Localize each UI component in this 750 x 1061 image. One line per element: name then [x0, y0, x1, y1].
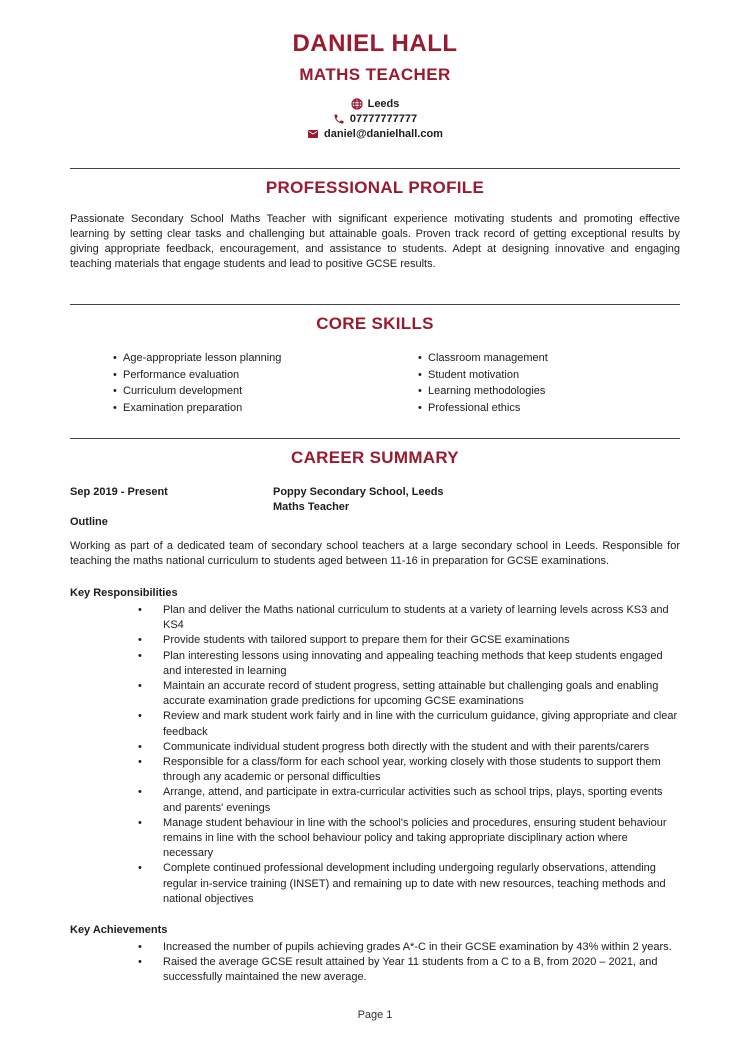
candidate-job-title: MATHS TEACHER: [299, 65, 451, 84]
list-item: • Maintain an accurate record of student progress, setting attainable but challenging goals and enabling accurate examination grade predictions for upcoming GCSE examinations: [70, 679, 680, 709]
job-org-block: [273, 485, 444, 515]
list-item: • Learning methodologies: [375, 383, 680, 400]
core-skills-column-right: [375, 350, 680, 416]
section-divider: [70, 304, 680, 305]
contact-phone: [333, 113, 417, 125]
list-item: • Professional ethics: [375, 400, 680, 417]
section-divider: [70, 438, 680, 439]
job-dates: Sep 2019 - Present: [70, 486, 168, 498]
cv-header: [70, 30, 680, 140]
core-skills-list-left: [70, 350, 375, 416]
section-divider: [70, 168, 680, 169]
contact-location-text: Leeds: [367, 98, 400, 110]
key-responsibilities-list: [70, 603, 680, 907]
list-item: • Communicate individual student progress both directly with the student and with their parents/carers: [70, 740, 680, 755]
contact-email: [307, 128, 443, 140]
core-skills-list-right: [375, 350, 680, 416]
globe-icon: [351, 98, 363, 110]
email-icon: [307, 128, 319, 140]
contact-location: [351, 98, 400, 110]
outline-label: Outline: [70, 516, 108, 528]
list-item: • Plan interesting lessons using innovating and appealing teaching methods that keep students engaged and interested in learning: [70, 649, 680, 679]
key-achievements-label: Key Achievements: [70, 924, 168, 937]
list-item: • Plan and deliver the Maths national curriculum to students at a variety of learning levels across KS3 and KS4: [70, 603, 680, 633]
candidate-name: DANIEL HALL: [292, 30, 458, 57]
contact-phone-text: 07777777777: [349, 113, 418, 125]
list-item: • Raised the average GCSE result attained by Year 11 students from a C to a B, from 2020 – 2021, and successfully maintained the new average.: [70, 955, 680, 985]
list-item: • Review and mark student work fairly and in line with the curriculum guidance, giving appropriate and clear feedback: [70, 709, 680, 739]
key-responsibilities-label: Key Responsibilities: [70, 587, 178, 599]
phone-icon: [333, 113, 345, 125]
list-item: • Examination preparation: [70, 400, 375, 417]
list-item: • Responsible for a class/form for each school year, working closely with those students to support them through any academic or personal difficulties: [70, 755, 680, 785]
section-heading-core-skills: CORE SKILLS: [316, 314, 434, 333]
list-item: • Classroom management: [375, 350, 680, 367]
list-item: • Provide students with tailored support to prepare them for their GCSE examinations: [70, 633, 680, 648]
section-heading-career-summary: CAREER SUMMARY: [291, 448, 459, 467]
page-number: Page 1: [357, 1009, 393, 1021]
contact-block: [70, 98, 680, 140]
key-achievements-list: [70, 940, 680, 986]
list-item: • Arrange, attend, and participate in extra-curricular activities such as school trips, plays, sporting events and parents' evenings: [70, 785, 680, 815]
professional-profile-text: Passionate Secondary School Maths Teacher with significant experience motivating students and promoting effective learning by setting clear tasks and challenging but attainable goals. Proven track record of getting exceptional results by giving appropriate feedback, encouragement, and assistance to students. Adept at designing innovative and engaging teaching materials that engage students and lead to positive GCSE results.: [70, 213, 680, 270]
job-header: [70, 485, 680, 515]
list-item: • Performance evaluation: [70, 367, 375, 384]
core-skills-column-left: [70, 350, 375, 416]
job-employer: Poppy Secondary School, Leeds: [273, 486, 444, 498]
job-outline-text: Working as part of a dedicated team of secondary school teachers at a large secondary school in Leeds. Responsible for teaching the maths national curriculum to students aged between 11-16 in preparation for GCSE examinations.: [70, 540, 680, 567]
section-heading-professional-profile: PROFESSIONAL PROFILE: [265, 178, 485, 197]
core-skills-columns: [70, 350, 680, 416]
list-item: • Manage student behaviour in line with the school's policies and procedures, ensuring student behaviour remains in line with the school behaviour policy and taking appropriate disciplinary action where necessary: [70, 816, 680, 862]
contact-email-text: daniel@danielhall.com: [324, 128, 443, 140]
list-item: • Curriculum development: [70, 383, 375, 400]
job-role: Maths Teacher: [273, 501, 350, 513]
list-item: • Complete continued professional development including undergoing regularly observations, attending regular in-service training (INSET) and remaining up to date with new resources, teaching methods and national objectives: [70, 861, 680, 907]
list-item: • Increased the number of pupils achieving grades A*-C in their GCSE examination by 43% within 2 years.: [70, 940, 680, 955]
list-item: • Age-appropriate lesson planning: [70, 350, 375, 367]
list-item: • Student motivation: [375, 367, 680, 384]
